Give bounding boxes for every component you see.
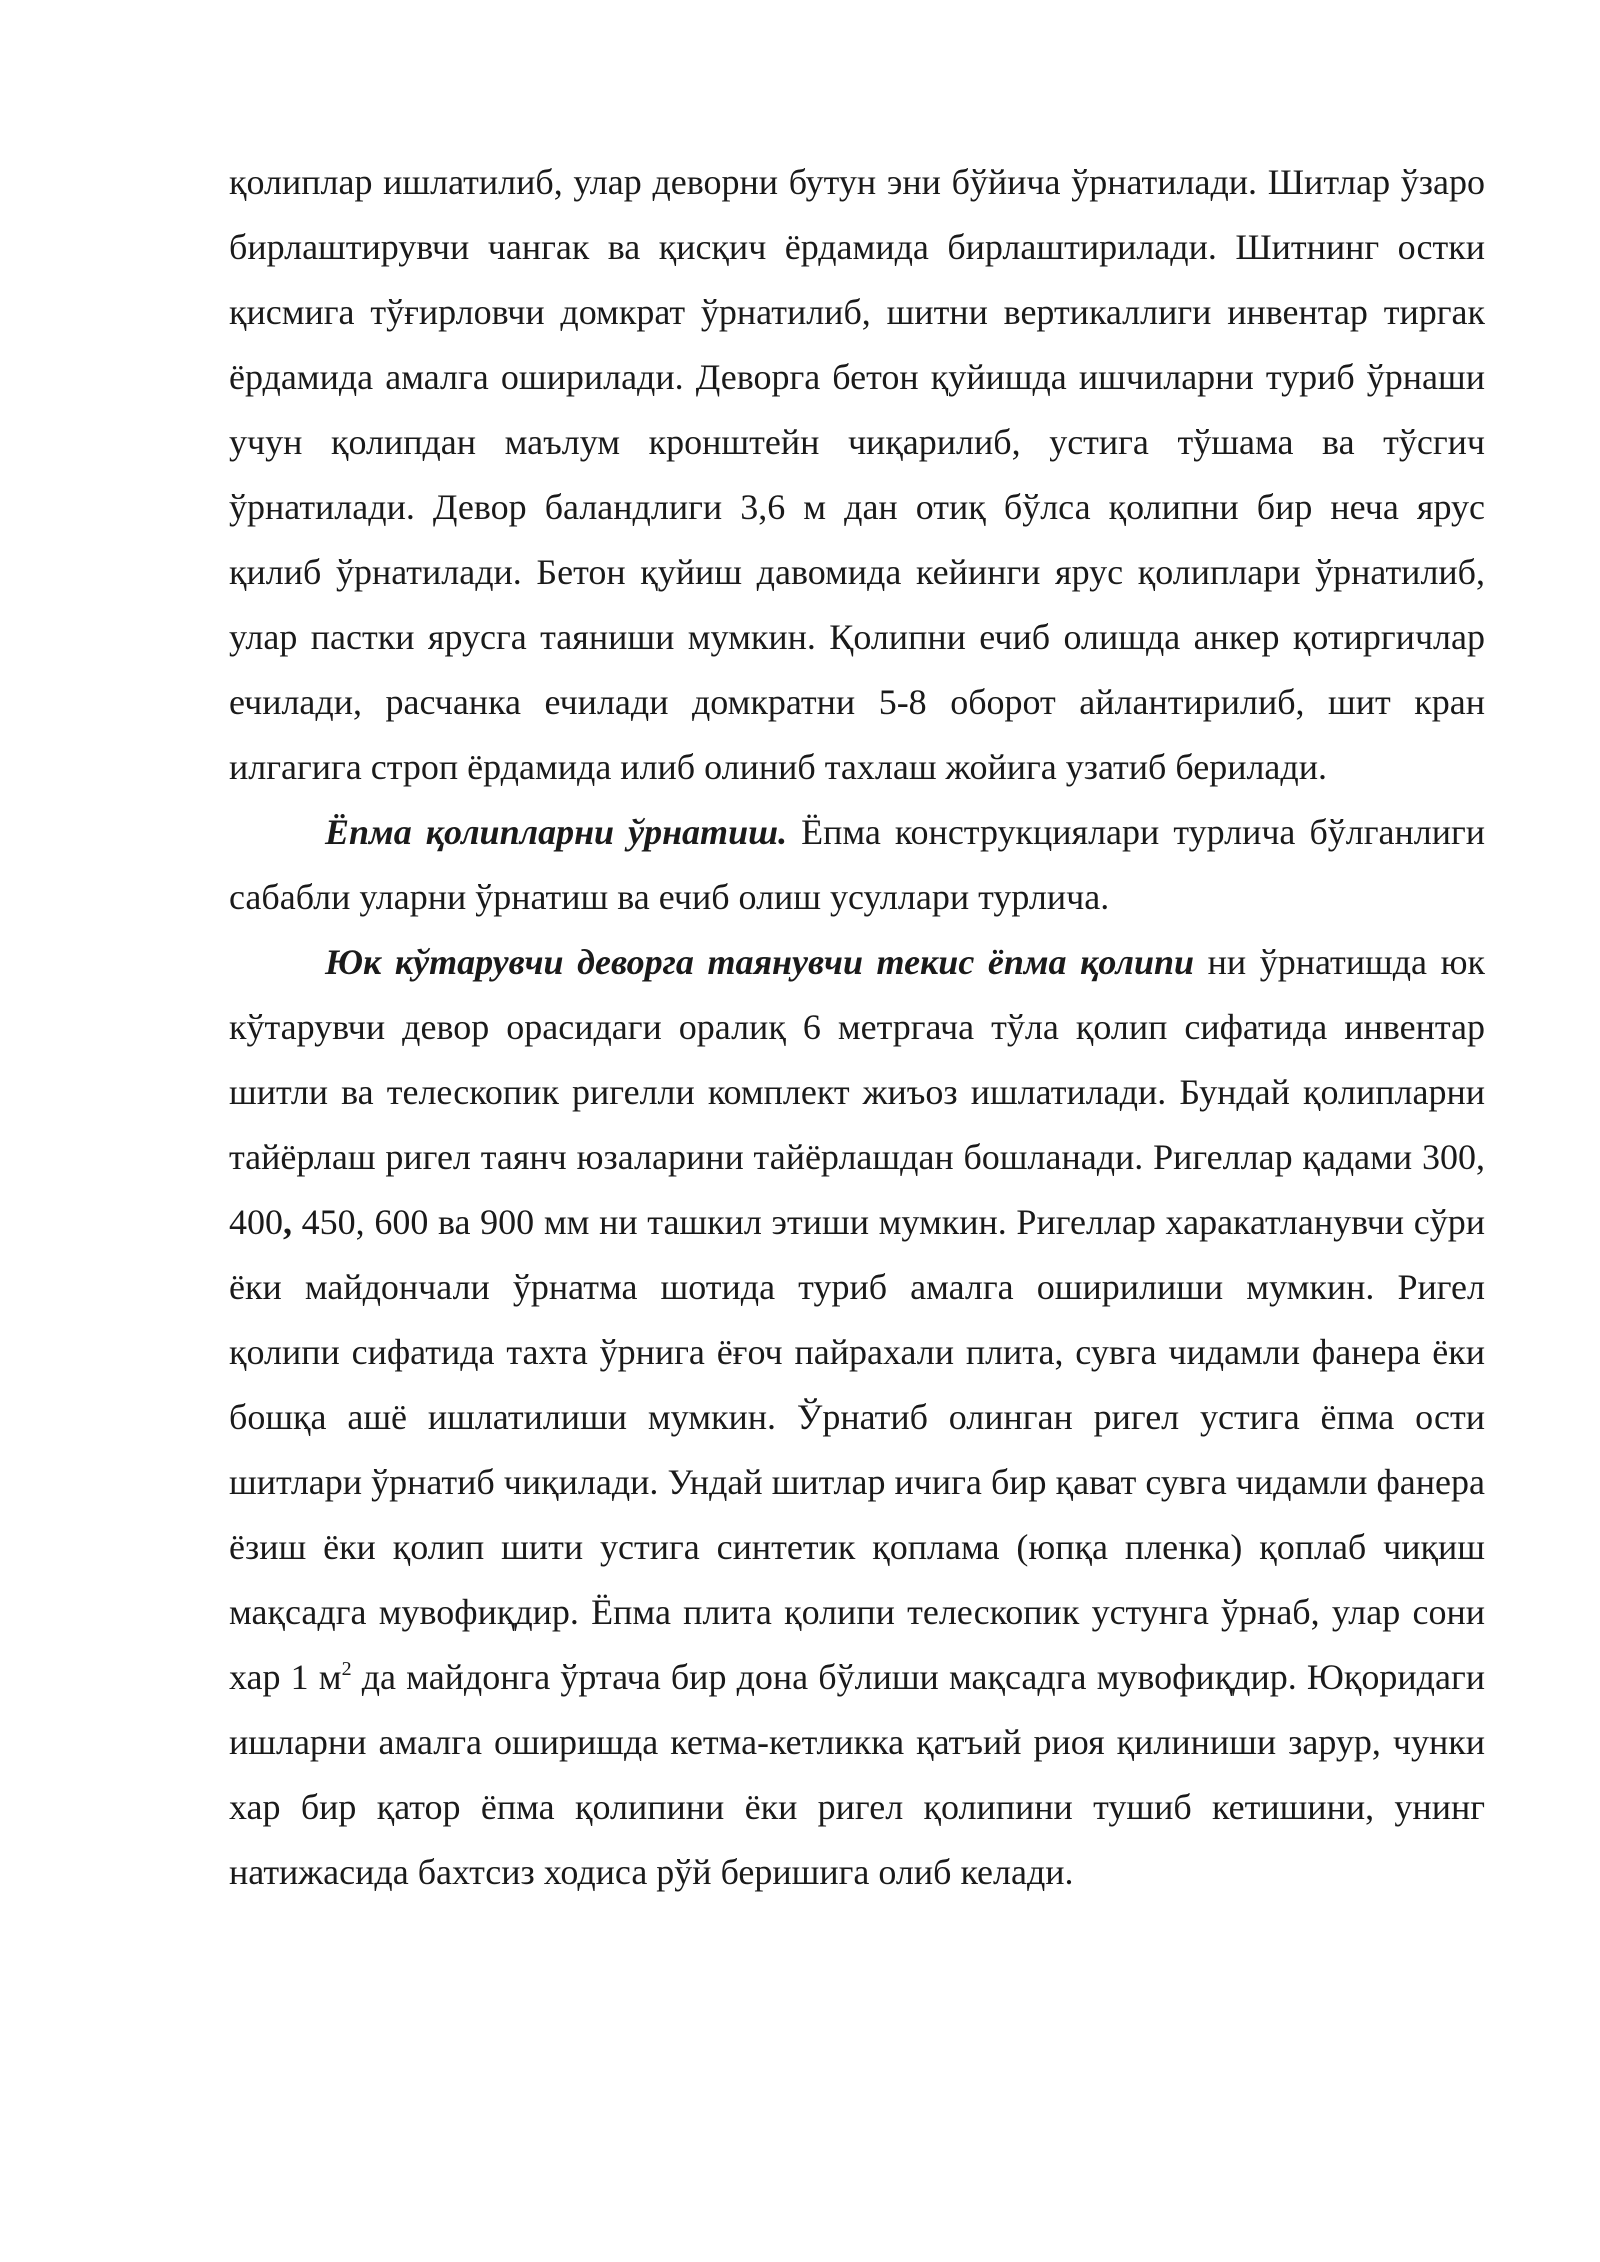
paragraph-floor-formwork	[229, 800, 1485, 930]
paragraph-text: да майдонга ўртача бир дона бўлиши мақсадга мувофиқдир. Юқоридаги ишларни амалга оширишда кетма-кетликка қатъий риоя қилиниши зарур, чунки хар бир қатор ёпма қолипини ёки ригел қолипини тушиб кетишини, унинг натижасида бахтсиз ходиса рўй беришига олиб келади.	[229, 1657, 1485, 1892]
bold-comma: ,	[283, 1202, 292, 1242]
paragraph-text: қолиплар ишлатилиб, улар деворни бутун эни бўйича ўрнатилади. Шитлар ўзаро бирлаштирувчи чангак ва қисқич ёрдамида бирлаштирилади. Шитнинг остки қисмига тўғирловчи домкрат ўрнатилиб, шитни вертикаллиги инвентар тиргак ёрдамида амалга оширилади. Деворга бетон қуйишда ишчиларни туриб ўрнаши учун қолипдан маълум кронштейн чиқарилиб, устига тўшама ва тўсгич ўрнатилади. Девор баландлиги 3,6 м дан отиқ бўлса қолипни бир неча ярус қилиб ўрнатилади. Бетон қуйиш давомида кейинги ярус қолиплари ўрнатилиб, улар пастки ярусга таяниши мумкин. Қолипни ечиб олишда анкер қотиргичлар ечилади, расчанка ечилади домкратни 5-8 оборот айлантирилиб, шит кран илгагига строп ёрдамида илиб олиниб тахлаш жойига узатиб берилади.	[229, 162, 1485, 787]
superscript-2: 2	[341, 1658, 352, 1680]
document-body	[229, 150, 1485, 1905]
paragraph-flat-floor-formwork	[229, 930, 1485, 1905]
paragraph-text: Ёпма конструкциялари турлича бўлганлиги сабабли уларни ўрнатиш ва ечиб олиш усуллари турлича.	[229, 812, 1485, 917]
paragraph-text: ни ўрнатишда юк кўтарувчи девор орасидаги оралиқ 6 метргача тўла қолип сифатида инвентар шитли ва телескопик ригелли комплект жиъоз ишлатилади. Бундай қолипларни тайёрлаш ригел таянч юзаларини тайёрлашдан бошланади. Ригеллар қадами 300, 400	[229, 942, 1485, 1242]
paragraph-continuation	[229, 150, 1485, 800]
paragraph-text: 450, 600 ва 900 мм ни ташкил этиши мумкин. Ригеллар харакатланувчи сўри ёки майдончали ўрнатма шотида туриб амалга оширилиши мумкин. Ригел қолипи сифатида тахта ўрнига ёғоч пайрахали плита, сувга чидамли фанера ёки бошқа ашё ишлатилиши мумкин. Ўрнатиб олинган ригел устига ёпма ости шитлари ўрнатиб чиқилади. Ундай шитлар ичига бир қават сувга чидамли фанера ёзиш ёки қолип шити устига синтетик қоплама (юпқа пленка) қоплаб чиқиш мақсадга мувофиқдир. Ёпма плита қолипи телескопик устунга ўрнаб, улар сони хар 1 м	[229, 1202, 1485, 1697]
section-heading-flat-floor-formwork: Юк кўтарувчи деворга таянувчи текис ёпма қолипи	[325, 942, 1195, 982]
section-heading-floor-formwork: Ёпма қолипларни ўрнатиш.	[325, 812, 788, 852]
